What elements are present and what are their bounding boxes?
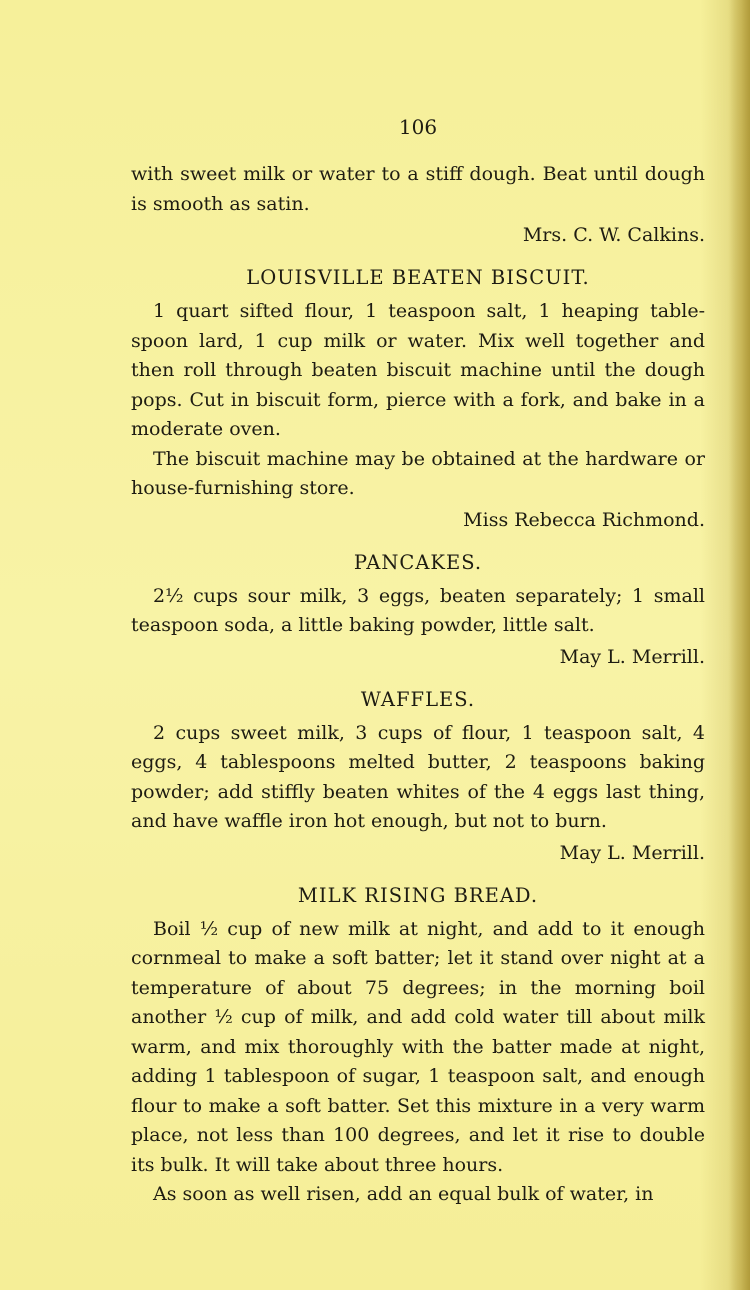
page-edge-shadow bbox=[728, 0, 750, 1290]
recipe-paragraph: 2 cups sweet milk, 3 cups of flour, 1 teaspoon salt, 4 eggs, 4 tablespoons melted butter, 2 teaspoons baking powder; add stiffly beaten whites of the 4 eggs last thing, and have waffle iron hot enough, but not to burn. bbox=[131, 721, 705, 832]
recipe-paragraph: 1 quart sifted flour, 1 teaspoon salt, 1 heaping table-spoon lard, 1 cup milk or water. Mix well together and then roll through beaten biscuit machine until the dough pops. Cut in biscuit form, pierce with a fork, and bake in a moderate oven. bbox=[131, 300, 705, 440]
recipe-title: LOUISVILLE BEATEN BISCUIT. bbox=[246, 266, 590, 289]
recipe-signature: May L. Merrill. bbox=[559, 645, 705, 668]
recipe-paragraph: Boil ½ cup of new milk at night, and add to it enough cornmeal to make a soft batter; let it stand over night at a temperature of about 75 degrees; in the morning boil another ½ cup of milk, and add cold water till about milk warm, and mix thoroughly with the batter made at night, adding 1 tablespoon of sugar, 1 teaspoon salt, and enough flour to make a soft batter. Set this mixture in a very warm place, not less than 100 degrees, and let it rise to double its bulk. It will take about three hours. bbox=[131, 917, 705, 1176]
intro-signature: Mrs. C. W. Calkins. bbox=[522, 224, 705, 246]
page-number: 106 bbox=[398, 115, 438, 139]
recipe-title: WAFFLES. bbox=[360, 687, 476, 711]
page-content bbox=[131, 112, 705, 1210]
recipe-paragraph: As soon as well risen, add an equal bulk of water, in bbox=[153, 1183, 654, 1205]
recipe-paragraph: 2½ cups sour milk, 3 eggs, beaten separately; 1 small teaspoon soda, a little baking powder, little salt. bbox=[131, 584, 705, 636]
recipe-paragraph: The biscuit machine may be obtained at the hardware or house-furnishing store. bbox=[131, 447, 705, 499]
recipe-signature: Miss Rebecca Richmond. bbox=[463, 508, 705, 531]
intro-paragraph: with sweet milk or water to a stiff dough. Beat until dough is smooth as satin. bbox=[131, 163, 705, 215]
recipe-title: PANCAKES. bbox=[353, 550, 483, 574]
recipe-signature: May L. Merrill. bbox=[559, 841, 705, 864]
recipe-title: MILK RISING BREAD. bbox=[297, 883, 539, 907]
